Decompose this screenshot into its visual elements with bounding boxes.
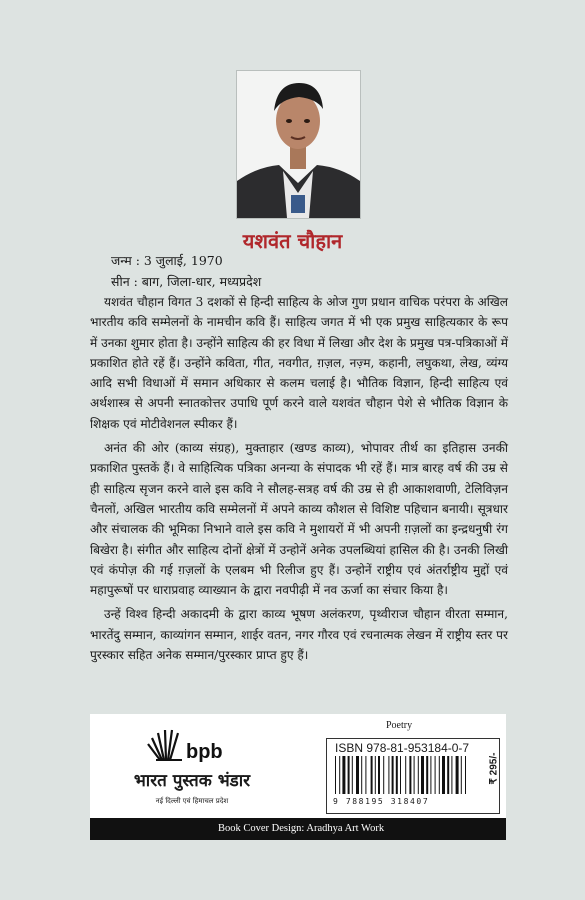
author-portrait-image	[237, 71, 360, 218]
isbn-label: ISBN 978-81-953184-0-7	[335, 741, 470, 755]
author-biography	[90, 292, 508, 669]
author-birth-date: जन्म : 3 जुलाई, 1970	[111, 253, 223, 268]
bio-paragraph: अनंत की ओर (काव्य संग्रह), मुक्ताहार (खण्ड काव्य), भोपावर तीर्थ का इतिहास उनकी प्रकाशित पुस्तकें हैं। वे साहित्यिक पत्रिका अनन्या के संपादक भी रहें हैं। मात्र बारह वर्ष की उम्र से ही साहित्य सृजन करने वाले इस कवि ने सौलह-सत्रह वर्ष की उम्र से ही आकाशवाणी, टेलिविज़न चैनलों, अखिल भारतीय कवि सम्मेलनों में अपने काव्य कौशल से विशिष्ट पहिचान बनायी। सूत्रधार और संचालक की भूमिका निभाने वाले इस कवि ने मुशायरों में भी अपनी ग़ज़लों का इन्द्रधनुषी रंग बिखेरा है। संगीत और साहित्य दोनों क्षेत्रों में उन्होनें अनेक उपलब्धियां हासिल की है। उनकी लिखी एवं कंपोज़ की गई ग़ज़लों के एलबम भी रिलीज हुए हैं। उन्होनें राष्ट्रीय एवं अंतर्राष्ट्रीय मुद्दों एवं महापुरूषों पर धाराप्रवाह व्याख्यान के द्वारा नवपीढ़ी में नव ऊर्जा का संचार किया है।	[90, 441, 508, 598]
barcode-digits: 9 788195 318407	[333, 797, 430, 806]
bio-paragraph: यशवंत चौहान विगत 3 दशकों से हिन्दी साहित्य के ओज गुण प्रधान वाचिक परंपरा के अखिल भारतीय कवि सम्मेलनों के नामचीन कवि हैं। साहित्य जगत में भी एक प्रमुख साहित्यकार के रूप में उनका शुमार होता है। उन्होंने साहित्य की हर विधा में लिखा और देश के प्रमुख पत्र-पत्रिकाओं में प्रकाशित होते रहें हैं। उन्होंने कविता, गीत, नवगीत, ग़ज़ल, नज़्म, कहानी, लघुकथा, लेख, व्यंग्य आदि सभी विधाओं में समान अधिकार से कलम चलाई है। भौतिक विज्ञान, हिन्दी साहित्य एवं अर्थशास्त्र से अपनी स्नातकोत्तर उपाधि पूर्ण करने वाले यशवंत चौहान पेशे से भौतिक विज्ञान के शिक्षक एवं मोटीवेशनल स्पीकर हैं।	[90, 295, 508, 431]
publisher-tagline: नई दिल्ली एवं हिमाचल प्रदेश	[155, 797, 229, 805]
bio-paragraph: उन्हें विश्व हिन्दी अकादमी के द्वारा काव्य भूषण अलंकरण, पृथ्वीराज चौहान वीरता सम्मान, भारतेंदु सम्मान, काव्यांगन सम्मान, शाईर वतन, नगर गौरव एवं रचनात्मक लेखन में राष्ट्रीय स्तर पर पुरस्कार सहित अनेक सम्मान/पुरस्कार प्राप्त हुए हैं।	[90, 607, 508, 663]
book-price: ₹ 295/-	[488, 752, 500, 785]
publisher-name: भारत पुस्तक भंडार	[133, 771, 251, 791]
publisher-footer	[90, 714, 506, 818]
barcode-icon	[333, 756, 473, 796]
book-genre: Poetry	[386, 720, 413, 731]
publisher-logo	[102, 722, 282, 812]
publisher-logo-text: bpb	[186, 741, 223, 763]
author-name: यशवंत चौहान	[242, 229, 343, 253]
author-photo	[236, 70, 361, 219]
cover-design-credit: Book Cover Design: Aradhya Art Work	[90, 818, 506, 840]
book-fan-icon	[142, 722, 242, 766]
barcode-block	[326, 738, 500, 814]
author-birthplace: सीन : बाग, जिला-धार, मध्यप्रदेश	[111, 274, 262, 289]
